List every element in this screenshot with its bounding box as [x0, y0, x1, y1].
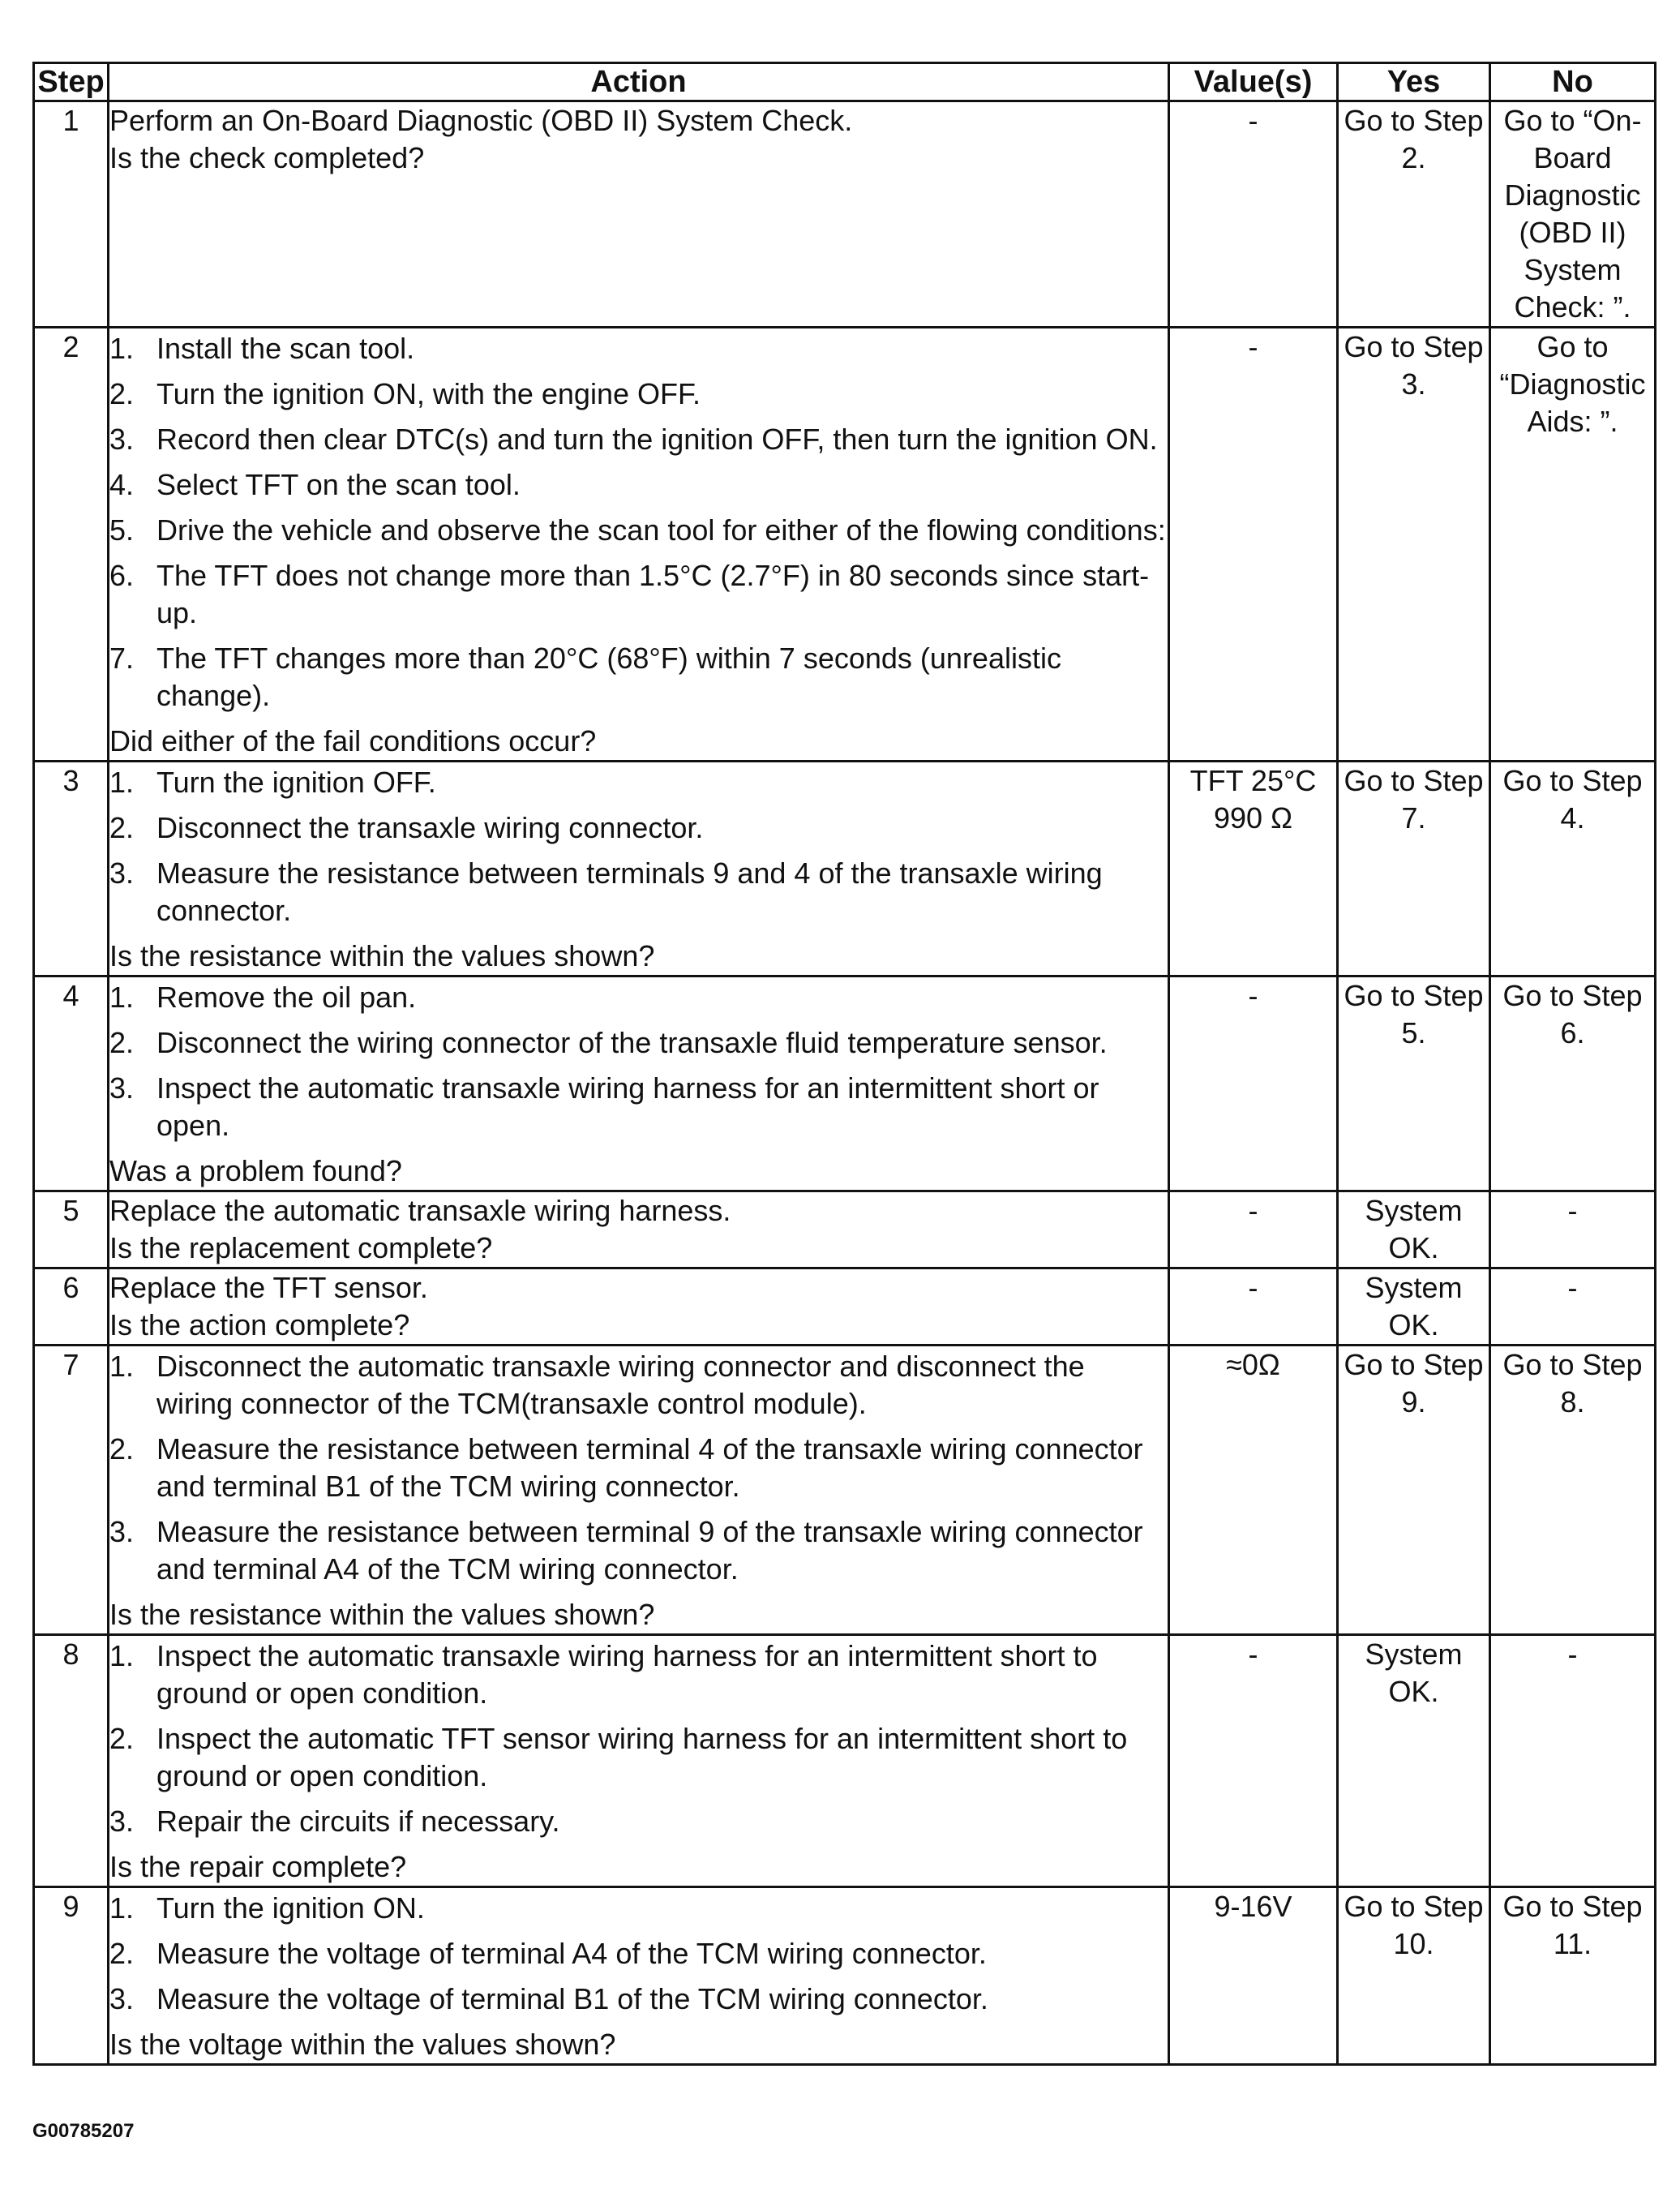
- yes-cell: [1338, 1887, 1490, 2065]
- substep: [109, 1935, 1168, 1972]
- action-question: Is the action complete?: [109, 1308, 410, 1341]
- value-text: -: [1248, 979, 1258, 1012]
- substep-text: Remove the oil pan.: [156, 981, 417, 1014]
- substep-number: 1.: [109, 1891, 135, 1925]
- yes-text: Go to Step 5.: [1344, 979, 1484, 1049]
- action-cell: [109, 101, 1169, 328]
- table-row: [34, 101, 1656, 328]
- substep-number: 1.: [109, 332, 135, 365]
- no-text: -: [1567, 1194, 1578, 1227]
- table-row: [34, 1268, 1656, 1346]
- substep: [109, 1024, 1168, 1062]
- value-cell: [1169, 1346, 1338, 1635]
- yes-text: Go to Step 3.: [1344, 330, 1484, 401]
- step-number: 8: [34, 1635, 109, 1887]
- action-cell: [109, 1346, 1169, 1635]
- substep-text: Install the scan tool.: [156, 332, 415, 365]
- substep: [109, 1431, 1168, 1505]
- no-cell: [1490, 1346, 1656, 1635]
- substep-text: Turn the ignition OFF.: [156, 766, 436, 799]
- value-cell: [1169, 762, 1338, 976]
- no-text: Go to “On-Board Diagnostic (OBD II) System Check: ”.: [1503, 104, 1642, 324]
- substep-number: 3.: [109, 856, 135, 890]
- action-cell: [109, 976, 1169, 1191]
- substep-number: 2.: [109, 1432, 135, 1466]
- substep-number: 2.: [109, 377, 135, 410]
- yes-text: Go to Step 10.: [1344, 1890, 1484, 1960]
- substep: [109, 855, 1168, 929]
- substep-number: 3.: [109, 1515, 135, 1548]
- substep-number: 1.: [109, 1639, 135, 1672]
- substep-text: Turn the ignition ON, with the engine OFF.: [156, 377, 701, 410]
- yes-text: Go to Step 2.: [1344, 104, 1484, 174]
- substep-text: The TFT changes more than 20°C (68°F) within 7 seconds (unrealistic change).: [156, 642, 1061, 712]
- step-number: 6: [34, 1268, 109, 1346]
- substep-text: Measure the resistance between terminals 9 and 4 of the transaxle wiring connector.: [156, 856, 1103, 927]
- step-number: 4: [34, 976, 109, 1191]
- action-cell: [109, 762, 1169, 976]
- header-action: Action: [109, 63, 1169, 101]
- substep-text: Disconnect the wiring connector of the transaxle fluid temperature sensor.: [156, 1026, 1108, 1059]
- value-cell: [1169, 1635, 1338, 1887]
- substep-text: Drive the vehicle and observe the scan tool for either of the flowing conditions:: [156, 513, 1166, 547]
- yes-text: System OK.: [1365, 1194, 1463, 1264]
- figure-id: G00785207: [32, 2120, 135, 2142]
- substep: [109, 1513, 1168, 1588]
- action-question: Did either of the fail conditions occur?: [109, 724, 597, 758]
- value-cell: [1169, 101, 1338, 328]
- value-text: -: [1248, 1194, 1258, 1227]
- substep: [109, 1637, 1168, 1712]
- step-number: 2: [34, 328, 109, 762]
- substep: [109, 1720, 1168, 1795]
- table-row: [34, 1346, 1656, 1635]
- step-number: 9: [34, 1887, 109, 2065]
- no-text: Go to Step 11.: [1502, 1890, 1643, 1960]
- substep-number: 3.: [109, 1805, 135, 1838]
- substep-number: 3.: [109, 423, 135, 456]
- action-cell: [109, 1268, 1169, 1346]
- table-row: [34, 328, 1656, 762]
- substep-text: Repair the circuits if necessary.: [156, 1805, 560, 1838]
- substep-text: Turn the ignition ON.: [156, 1891, 425, 1925]
- table-row: [34, 1887, 1656, 2065]
- substep-text: Measure the voltage of terminal A4 of the TCM wiring connector.: [156, 1937, 987, 1970]
- substep-number: 1.: [109, 981, 135, 1014]
- yes-cell: [1338, 1268, 1490, 1346]
- substep-text: Disconnect the automatic transaxle wiring connector and disconnect the wiring connector of the TCM(transaxle control module).: [156, 1350, 1085, 1420]
- yes-cell: [1338, 101, 1490, 328]
- substep-text: Measure the voltage of terminal B1 of the TCM wiring connector.: [156, 1982, 988, 2015]
- yes-cell: [1338, 1635, 1490, 1887]
- no-cell: [1490, 1887, 1656, 2065]
- substep-number: 2.: [109, 1722, 135, 1755]
- substep: [109, 330, 1168, 367]
- table-row: [34, 762, 1656, 976]
- substep-number: 7.: [109, 642, 135, 675]
- substep-text: Disconnect the transaxle wiring connector.: [156, 811, 704, 844]
- substep-number: 3.: [109, 1071, 135, 1105]
- action-text: Replace the TFT sensor.: [109, 1271, 428, 1304]
- header-values: Value(s): [1169, 63, 1338, 101]
- no-cell: [1490, 976, 1656, 1191]
- yes-cell: [1338, 976, 1490, 1191]
- value-text: ≈0Ω: [1226, 1348, 1280, 1381]
- substep-text: Measure the resistance between terminal 9 of the transaxle wiring connector and terminal A4 of the TCM wiring connector.: [156, 1515, 1143, 1586]
- action-text: Perform an On-Board Diagnostic (OBD II) System Check.: [109, 104, 853, 137]
- value-cell: [1169, 328, 1338, 762]
- yes-text: System OK.: [1365, 1637, 1463, 1708]
- action-question: Was a problem found?: [109, 1154, 402, 1187]
- substep: [109, 1348, 1168, 1423]
- substep: [109, 1803, 1168, 1840]
- table-row: [34, 1191, 1656, 1268]
- no-cell: [1490, 1635, 1656, 1887]
- no-text: -: [1567, 1637, 1578, 1671]
- header-step: Step: [34, 63, 109, 101]
- step-number: 5: [34, 1191, 109, 1268]
- action-text: Replace the automatic transaxle wiring harness.: [109, 1194, 731, 1227]
- substep-text: Record then clear DTC(s) and turn the ignition OFF, then turn the ignition ON.: [156, 423, 1158, 456]
- substep: [109, 1981, 1168, 2018]
- yes-text: Go to Step 9.: [1344, 1348, 1484, 1419]
- yes-text: Go to Step 7.: [1344, 764, 1484, 835]
- header-yes: Yes: [1338, 63, 1490, 101]
- no-cell: [1490, 762, 1656, 976]
- no-text: -: [1567, 1271, 1578, 1304]
- no-cell: [1490, 1268, 1656, 1346]
- value-text: -: [1248, 1637, 1258, 1671]
- substep-text: Select TFT on the scan tool.: [156, 468, 521, 501]
- substep: [109, 376, 1168, 413]
- step-number: 7: [34, 1346, 109, 1635]
- value-text: TFT 25°C 990 Ω: [1189, 764, 1317, 835]
- substep: [109, 512, 1168, 549]
- yes-cell: [1338, 762, 1490, 976]
- action-cell: [109, 1635, 1169, 1887]
- action-question: Is the repair complete?: [109, 1850, 407, 1883]
- substep: [109, 764, 1168, 801]
- action-question: Is the replacement complete?: [109, 1231, 493, 1264]
- value-cell: [1169, 1887, 1338, 2065]
- substep: [109, 640, 1168, 715]
- value-cell: [1169, 976, 1338, 1191]
- substep: [109, 1890, 1168, 1927]
- yes-cell: [1338, 1191, 1490, 1268]
- step-number: 1: [34, 101, 109, 328]
- header-no: No: [1490, 63, 1656, 101]
- substep-number: 5.: [109, 513, 135, 547]
- table-row: [34, 976, 1656, 1191]
- action-cell: [109, 1191, 1169, 1268]
- yes-cell: [1338, 1346, 1490, 1635]
- action-question: Is the check completed?: [109, 141, 425, 174]
- no-text: Go to Step 4.: [1502, 764, 1643, 835]
- table-body: [34, 101, 1656, 2065]
- yes-cell: [1338, 328, 1490, 762]
- no-cell: [1490, 1191, 1656, 1268]
- substep-number: 1.: [109, 766, 135, 799]
- table-header-row: [34, 63, 1656, 101]
- no-cell: [1490, 101, 1656, 328]
- value-text: -: [1248, 104, 1258, 137]
- action-question: Is the resistance within the values shown?: [109, 1598, 655, 1631]
- substep-text: Measure the resistance between terminal 4 of the transaxle wiring connector and terminal B1 of the TCM wiring connector.: [156, 1432, 1143, 1503]
- substep-text: Inspect the automatic transaxle wiring harness for an intermittent short to ground or open condition.: [156, 1639, 1098, 1710]
- action-question: Is the voltage within the values shown?: [109, 2028, 616, 2061]
- substep-number: 2.: [109, 1026, 135, 1059]
- no-text: Go to Step 8.: [1502, 1348, 1643, 1419]
- action-cell: [109, 1887, 1169, 2065]
- substep-number: 3.: [109, 1982, 135, 2015]
- substep: [109, 466, 1168, 504]
- value-text: -: [1248, 330, 1258, 363]
- value-cell: [1169, 1268, 1338, 1346]
- substep-number: 4.: [109, 468, 135, 501]
- action-question: Is the resistance within the values shown?: [109, 939, 655, 972]
- substep-number: 2.: [109, 1937, 135, 1970]
- substep: [109, 1070, 1168, 1144]
- substep-number: 2.: [109, 811, 135, 844]
- substep: [109, 557, 1168, 632]
- no-text: Go to “Diagnostic Aids: ”.: [1499, 330, 1646, 438]
- value-text: 9-16V: [1214, 1890, 1292, 1923]
- yes-text: System OK.: [1365, 1271, 1463, 1341]
- substep-text: Inspect the automatic transaxle wiring harness for an intermittent short or open.: [156, 1071, 1099, 1142]
- value-text: -: [1248, 1271, 1258, 1304]
- step-number: 3: [34, 762, 109, 976]
- no-cell: [1490, 328, 1656, 762]
- table-row: [34, 1635, 1656, 1887]
- substep: [109, 421, 1168, 458]
- value-cell: [1169, 1191, 1338, 1268]
- substep: [109, 979, 1168, 1016]
- action-cell: [109, 328, 1169, 762]
- substep-number: 6.: [109, 559, 135, 592]
- substep: [109, 809, 1168, 847]
- diagnostic-table: [32, 62, 1656, 2066]
- substep-number: 1.: [109, 1350, 135, 1383]
- no-text: Go to Step 6.: [1502, 979, 1643, 1049]
- substep-text: The TFT does not change more than 1.5°C (2.7°F) in 80 seconds since start-up.: [156, 559, 1150, 629]
- substep-text: Inspect the automatic TFT sensor wiring harness for an intermittent short to ground or open condition.: [156, 1722, 1128, 1792]
